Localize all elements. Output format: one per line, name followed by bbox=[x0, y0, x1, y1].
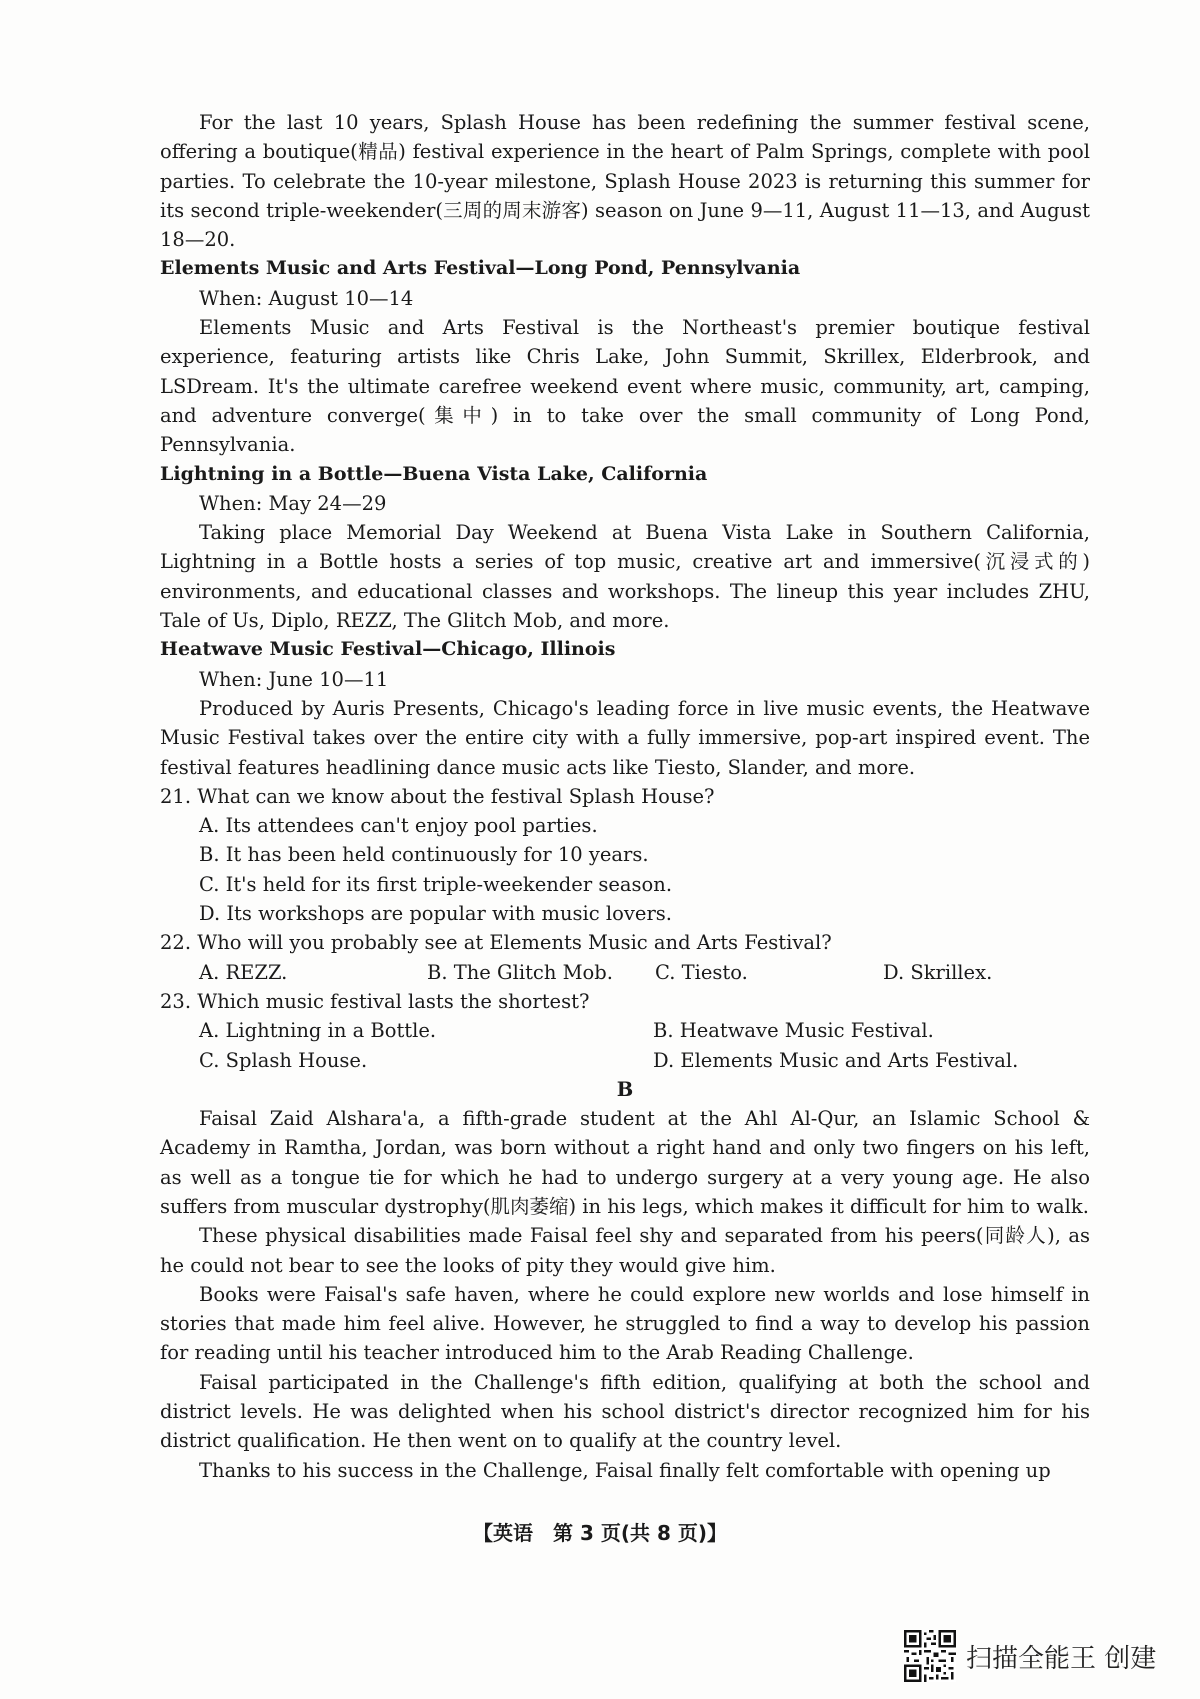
question-23-option-b: B. Heatwave Music Festival. bbox=[653, 1019, 934, 1043]
festival-when-lightning: When: May 24—29 bbox=[199, 491, 387, 515]
festival-body-heatwave: Produced by Auris Presents, Chicago's leading force in live music events, the Heatwave Music Festival takes over the entire city with a fully immersive, pop-art inspired event. The festival features headlining dance music acts like Tiesto, Slander, and more. bbox=[160, 696, 1090, 779]
passage-b-paragraph: These physical disabilities made Faisal feel shy and separated from his peers(同龄人), as he could not bear to see the looks of pity they would give him. bbox=[160, 1224, 1090, 1277]
question-22-option-d: D. Skrillex. bbox=[883, 960, 993, 984]
passage-a-intro: For the last 10 years, Splash House has been redefining the summer festival scene, offering a boutique(精品) festival experience in the heart of Palm Springs, complete with pool parties. To celebrate the 10-year milestone, Splash House 2023 is returning this summer for its second triple-weekender(三周的周末游客) season on June 9—11, August 11—13, and August 18—20. bbox=[160, 111, 1090, 252]
festival-when-heatwave: When: June 10—11 bbox=[199, 667, 389, 691]
question-21-option-b: B. It has been held continuously for 10 years. bbox=[199, 843, 649, 867]
passage-b-paragraph: Faisal Zaid Alshara'a, a fifth-grade student at the Ahl Al-Qur, an Islamic School & Academy in Ramtha, Jordan, was born without a right hand and only two fingers on his left, as well as a tongue tie for which he had to undergo surgery at a very young age. He also suffers from muscular dystrophy(肌肉萎缩) in his legs, which makes it difficult for him to walk. bbox=[160, 1107, 1090, 1218]
qr-code-icon bbox=[904, 1630, 956, 1682]
question-23-option-d: D. Elements Music and Arts Festival. bbox=[653, 1048, 1019, 1072]
question-22-option-a: A. REZZ. bbox=[199, 960, 288, 984]
section-b-label: B bbox=[616, 1077, 634, 1101]
question-21-stem: 21. What can we know about the festival Splash House? bbox=[160, 784, 715, 808]
question-21-option-a: A. Its attendees can't enjoy pool parties. bbox=[199, 814, 598, 838]
question-23-options-row-2 bbox=[160, 1046, 1090, 1075]
festival-when-elements: When: August 10—14 bbox=[199, 286, 414, 310]
question-21-option-c: C. It's held for its first triple-weekender season. bbox=[199, 872, 673, 896]
question-23-options-row-1 bbox=[160, 1016, 1090, 1045]
festival-body-lightning: Taking place Memorial Day Weekend at Buena Vista Lake in Southern California, Lightning in a Bottle hosts a series of top music, creative art and immersive(沉浸式的) environments, and educational classes and workshops. The lineup this year includes ZHU, Tale of Us, Diplo, REZZ, The Glitch Mob, and more. bbox=[160, 521, 1090, 633]
festival-heading-elements: Elements Music and Arts Festival—Long Pond, Pennsylvania bbox=[160, 257, 801, 280]
page-content bbox=[160, 108, 1090, 1485]
question-23-option-a: A. Lightning in a Bottle. bbox=[199, 1019, 437, 1043]
question-21-option-d: D. Its workshops are popular with music lovers. bbox=[199, 902, 672, 926]
question-23-option-c: C. Splash House. bbox=[199, 1048, 368, 1072]
festival-heading-heatwave: Heatwave Music Festival—Chicago, Illinois bbox=[160, 638, 616, 661]
question-22-option-b: B. The Glitch Mob. bbox=[427, 960, 613, 984]
page-footer: 【英语 第 3 页(共 8 页)】 bbox=[473, 1521, 727, 1545]
scanner-watermark-text: 扫描全能王 创建 bbox=[966, 1643, 1157, 1674]
festival-heading-lightning: Lightning in a Bottle—Buena Vista Lake, California bbox=[160, 462, 708, 485]
question-22-stem: 22. Who will you probably see at Elements Music and Arts Festival? bbox=[160, 931, 832, 955]
question-23-stem: 23. Which music festival lasts the shortest? bbox=[160, 989, 590, 1013]
scanner-watermark bbox=[904, 1628, 1156, 1684]
passage-b-paragraph: Books were Faisal's safe haven, where he could explore new worlds and lose himself in stories that made him feel alive. However, he struggled to find a way to develop his passion for reading until his teacher introduced him to the Arab Reading Challenge. bbox=[160, 1282, 1090, 1365]
question-22-option-c: C. Tiesto. bbox=[655, 960, 748, 984]
passage-b-paragraph: Thanks to his success in the Challenge, Faisal finally felt comfortable with opening up bbox=[199, 1458, 1051, 1482]
passage-b-paragraph: Faisal participated in the Challenge's fifth edition, qualifying at both the school and district levels. He was delighted when his school district's director recognized him for his district qualification. He then went on to qualify at the country level. bbox=[160, 1370, 1090, 1453]
question-22-options bbox=[160, 958, 1090, 987]
festival-body-elements: Elements Music and Arts Festival is the Northeast's premier boutique festival experience, featuring artists like Chris Lake, John Summit, Skrillex, Elderbrook, and LSDream. It's the ultimate carefree weekend event where music, community, art, camping, and adventure converge(集中) in to take over the small community of Long Pond, Pennsylvania. bbox=[160, 316, 1090, 457]
